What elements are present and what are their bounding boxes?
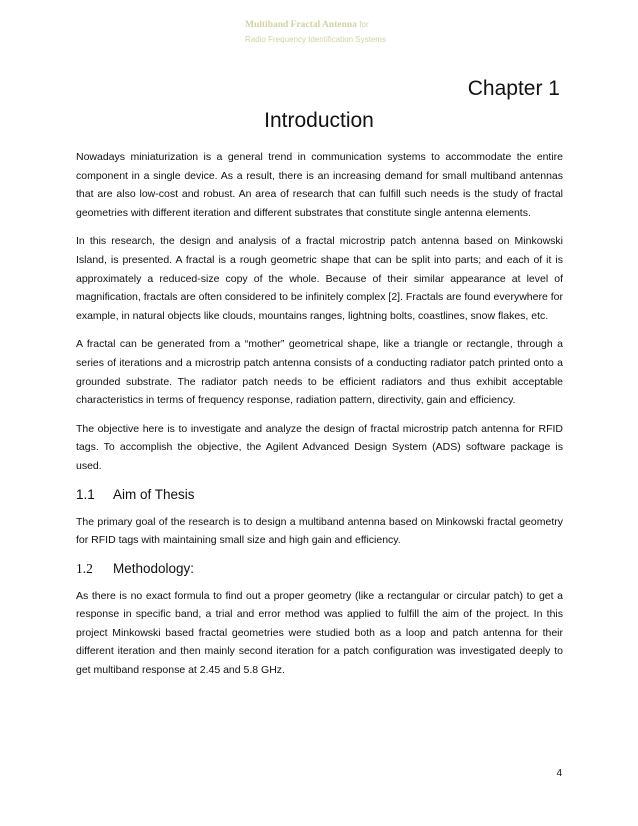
paragraph: In this research, the design and analysis of a fractal microstrip patch antenna based on Minkowski Island, is presented. A fractal is a rough geometric shape that can be split into parts; and each of it is approximately a reduced-size copy of the whole. Because of their similar appearance at level of magnification, fractals are often considered to be infinitely complex [2]. Fractals are found everywhere for example, in natural objects like clouds, mountains ranges, lightning bolts, coastlines, snow flakes, etc.: [76, 235, 563, 322]
section-heading-methodology: [76, 560, 563, 578]
paragraph: The primary goal of the research is to design a multiband antenna based on Minkowski fractal geometry for RFID tags with maintaining small size and high gain and efficiency.: [76, 515, 563, 547]
section-title: Aim of Thesis: [113, 486, 195, 502]
section-number: 1.1: [76, 486, 95, 502]
paragraph: The objective here is to investigate and analyze the design of fractal microstrip patch antenna for RFID tags. To accomplish the objective, the Agilent Advanced Design System (ADS) software package is used.: [76, 422, 563, 472]
page-number: 4: [556, 768, 562, 779]
chapter-title: Introduction: [264, 109, 374, 132]
section-title: Methodology:: [113, 560, 195, 576]
paragraph: Nowadays miniaturization is a general trend in communication systems to accommodate the entire component in a single device. As a result, there is an increasing demand for small multiband antennas that are also low-cost and robust. An area of research that can fulfill such needs is the study of fractal geometries with different iteration and different substrates that constitute single antenna elements.: [76, 151, 563, 219]
header-subtitle: Radio Frequency Identification Systems: [245, 35, 386, 44]
body-text: [76, 148, 563, 690]
header-title: Multiband Fractal Antenna: [245, 20, 357, 30]
chapter-label: Chapter 1: [467, 77, 560, 100]
paragraph: As there is no exact formula to find out a proper geometry (like a rectangular or circular patch) to get a response in specific band, a trial and error method was applied to fulfill the aim of the project. In this project Minkowski based fractal geometries were studied both as a loop and patch antenna for their different iteration and then mainly second iteration for a patch configuration was investigated deeply to get multiband response at 2.45 and 5.8 GHz.: [76, 589, 563, 677]
header-for: for: [359, 20, 369, 29]
paragraph: A fractal can be generated from a “mother” geometrical shape, like a triangle or rectangle, through a series of iterations and a microstrip patch antenna consists of a conducting radiator patch printed onto a grounded substrate. The radiator patch needs to be efficient radiators and thus exhibit acceptable characteristics in terms of frequency response, radiation pattern, directivity, gain and efficiency.: [76, 338, 563, 407]
header-title-line: [245, 19, 445, 31]
section-heading-aim: [76, 486, 563, 504]
running-header: [245, 19, 445, 46]
section-number: 1.2: [76, 560, 93, 576]
